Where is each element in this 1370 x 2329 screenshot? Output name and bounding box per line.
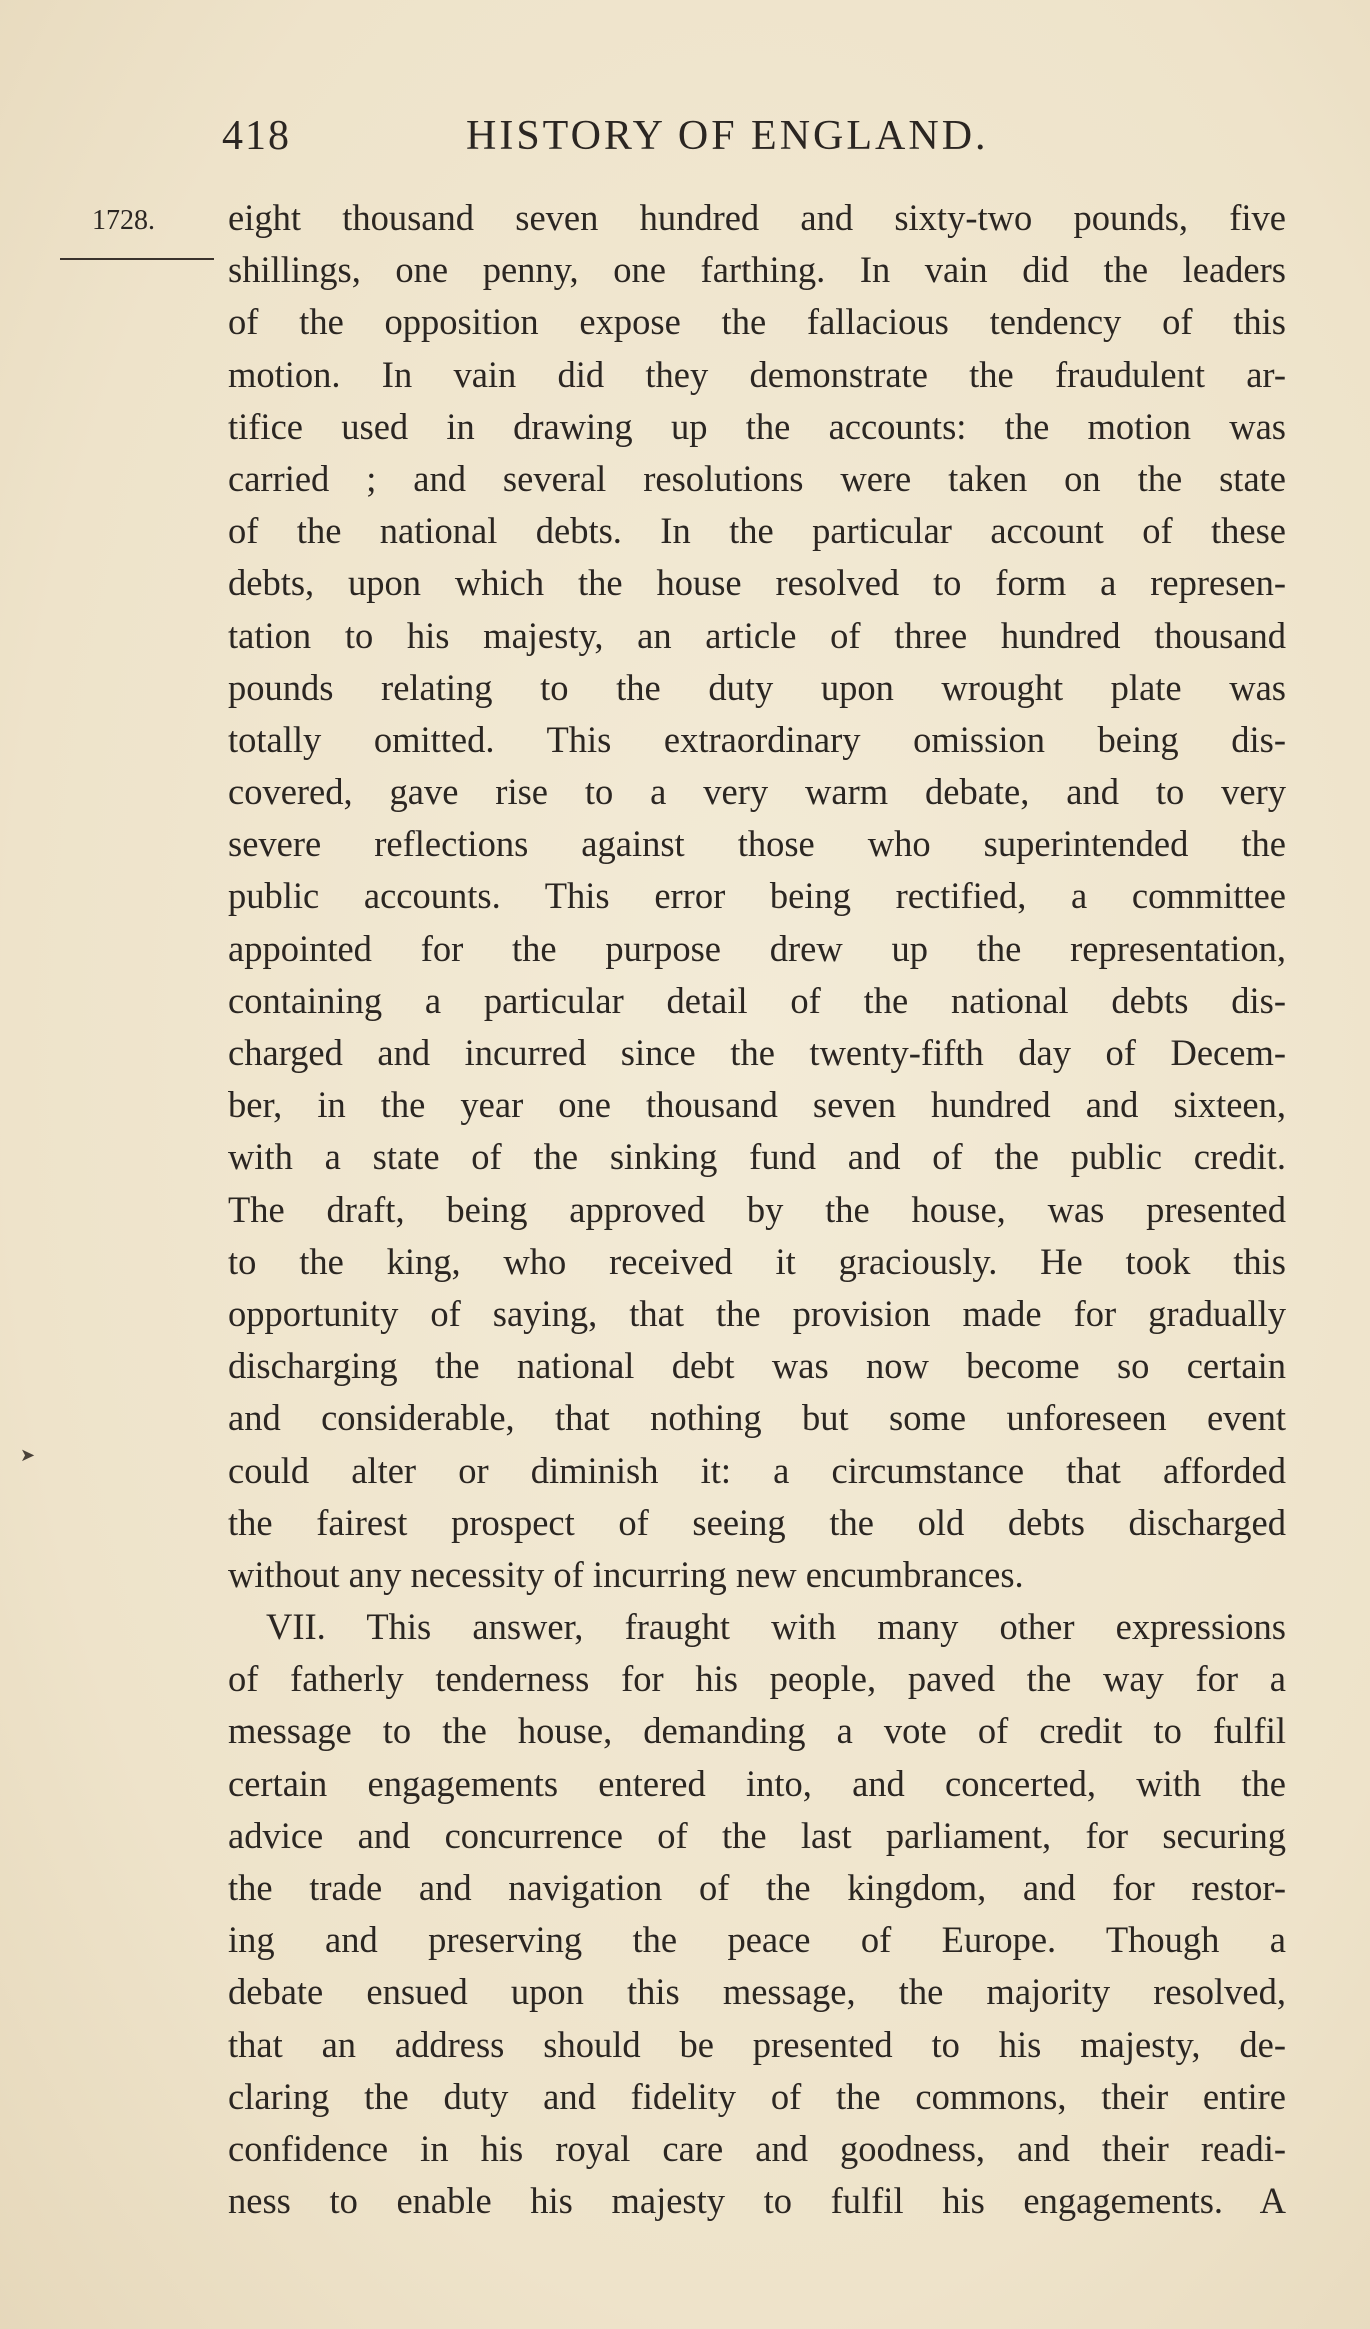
page-header (222, 112, 1072, 172)
text-line: opportunity of saying, that the provision made for gradually (228, 1292, 1286, 1334)
text-line: the fairest prospect of seeing the old debts discharged (228, 1501, 1286, 1543)
text-line: tation to his majesty, an article of three hundred thousand (228, 614, 1286, 656)
text-line: containing a particular detail of the national debts dis- (228, 979, 1286, 1021)
text-line: and considerable, that nothing but some unforeseen event (228, 1397, 1286, 1439)
text-line: ness to enable his majesty to fulfil his engagements. A (228, 2180, 1286, 2222)
text-line: of the national debts. In the particular account of these (228, 510, 1286, 552)
text-line: severe reflections against those who superintended the (228, 823, 1286, 865)
text-line: certain engagements entered into, and concerted, with the (228, 1762, 1286, 1804)
text-line: of fatherly tenderness for his people, paved the way for a (228, 1658, 1286, 1700)
text-line: message to the house, demanding a vote of credit to fulfil (228, 1710, 1286, 1752)
text-line-paragraph-end: without any necessity of incurring new encumbrances. (228, 1553, 1024, 1595)
text-line: with a state of the sinking fund and of the public credit. (228, 1136, 1286, 1178)
text-line: ber, in the year one thousand seven hundred and sixteen, (228, 1084, 1286, 1126)
body-text (228, 192, 1286, 2227)
text-line: charged and incurred since the twenty-fifth day of Decem- (228, 1032, 1286, 1073)
text-line: confidence in his royal care and goodness, and their readi- (228, 2127, 1286, 2169)
text-line: ing and preserving the peace of Europe. Though a (228, 1919, 1286, 1961)
text-line: could alter or diminish it: a circumstance that afforded (228, 1449, 1286, 1491)
text-line: discharging the national debt was now become so certain (228, 1345, 1286, 1387)
text-line: covered, gave rise to a very warm debate, and to very (228, 771, 1286, 813)
margin-year-note: 1728. (92, 205, 155, 236)
margin-rule (60, 258, 214, 260)
text-line: pounds relating to the duty upon wrought plate was (228, 666, 1286, 708)
text-line: The draft, being approved by the house, was presented (228, 1188, 1286, 1230)
text-line: tifice used in drawing up the accounts: the motion was (228, 405, 1286, 447)
text-line: the trade and navigation of the kingdom, and for restor- (228, 1867, 1286, 1908)
text-line: public accounts. This error being rectified, a committee (228, 875, 1286, 917)
page-number: 418 (222, 113, 291, 159)
text-line: of the opposition expose the fallacious tendency of this (228, 301, 1286, 343)
text-line: motion. In vain did they demonstrate the fraudulent ar- (228, 353, 1286, 395)
text-line: shillings, one penny, one farthing. In vain did the leaders (228, 249, 1286, 291)
text-line: eight thousand seven hundred and sixty-two pounds, five (228, 197, 1286, 238)
text-line: totally omitted. This extraordinary omission being dis- (228, 718, 1286, 760)
text-line: debate ensued upon this message, the majority resolved, (228, 1971, 1286, 2013)
text-line: appointed for the purpose drew up the representation, (228, 927, 1286, 969)
text-line: advice and concurrence of the last parliament, for securing (228, 1814, 1286, 1856)
running-head: HISTORY OF ENGLAND. (466, 113, 989, 159)
text-line: to the king, who received it graciously. He took this (228, 1240, 1286, 1282)
text-line: carried ; and several resolutions were taken on the state (228, 457, 1286, 499)
text-line: debts, upon which the house resolved to form a represen- (228, 562, 1286, 604)
margin-mark-icon: ➤ (20, 1445, 36, 1466)
text-line-section-start: VII. This answer, fraught with many other expressions (266, 1606, 1286, 1648)
text-line: claring the duty and fidelity of the commons, their entire (228, 2075, 1286, 2117)
text-line: that an address should be presented to his majesty, de- (228, 2023, 1286, 2065)
